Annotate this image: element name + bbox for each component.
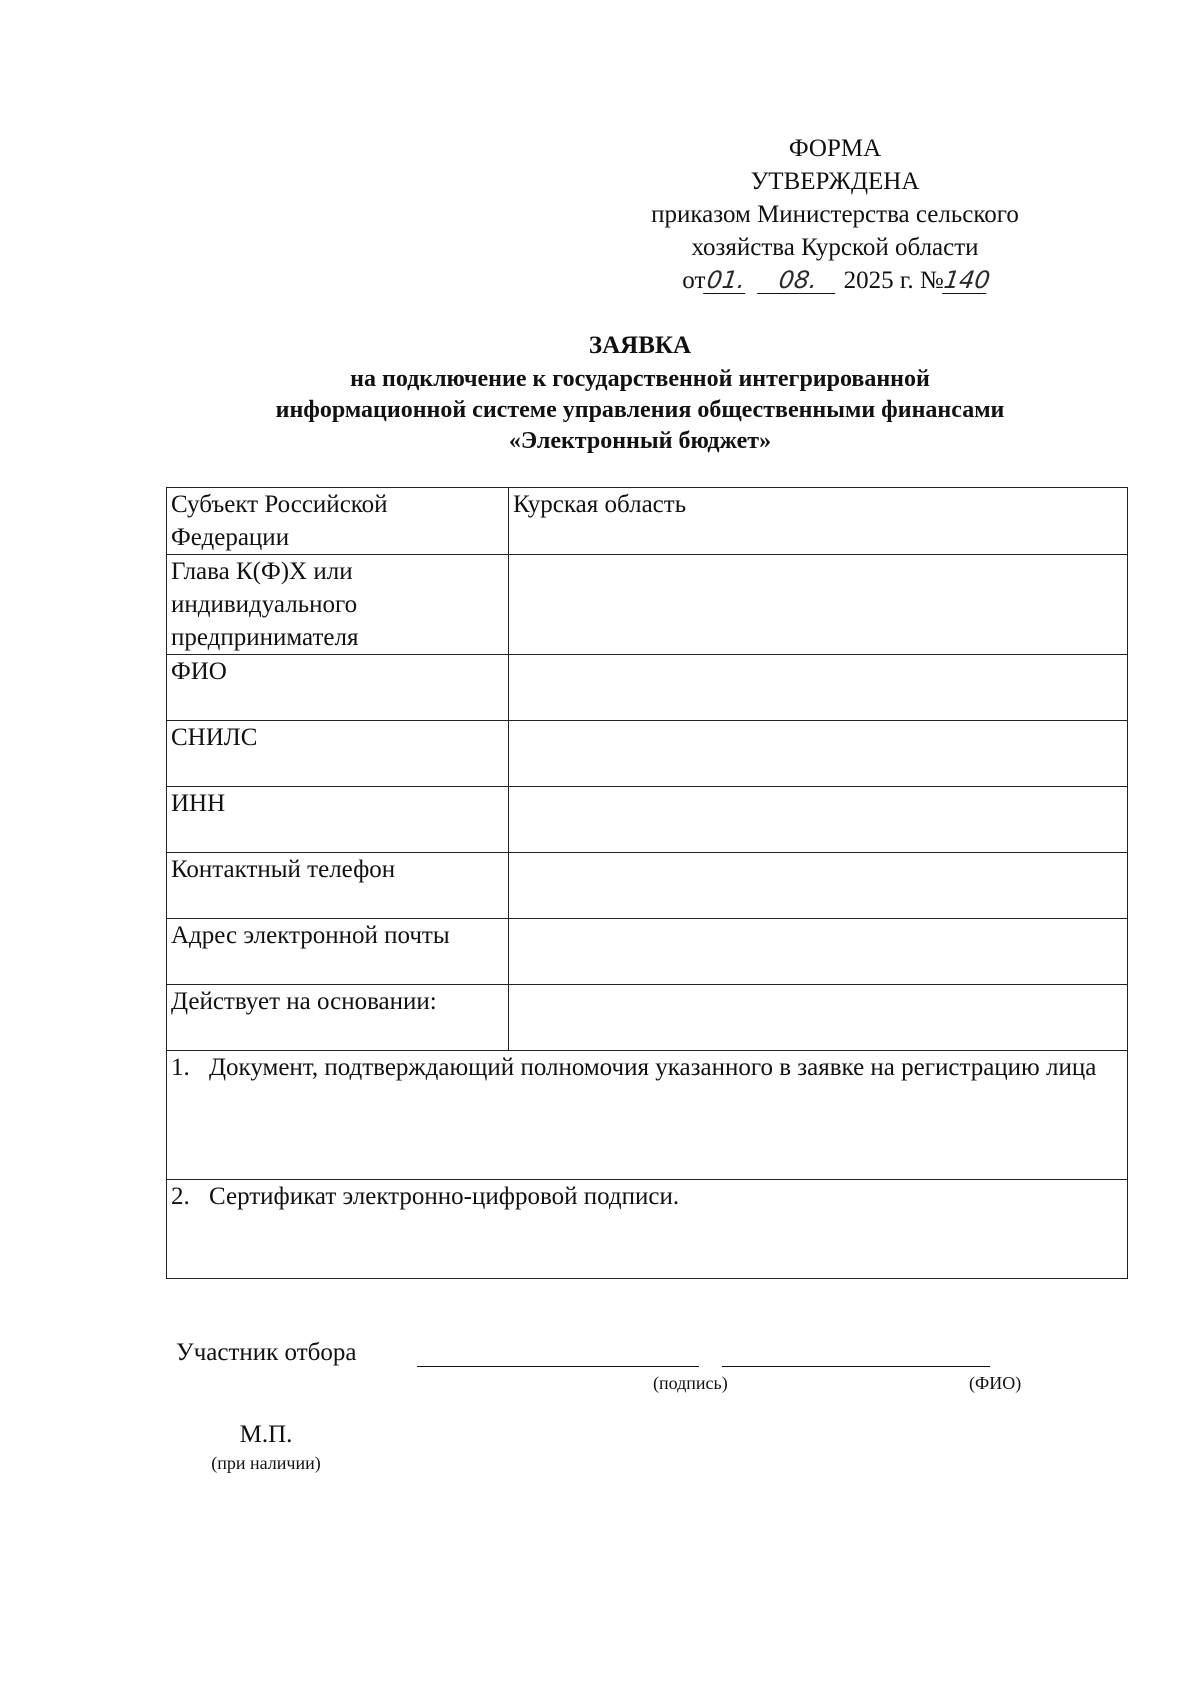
row-value-snils[interactable] <box>509 721 1128 787</box>
row-label-email: Адрес электронной почты <box>167 919 509 985</box>
row-value-inn[interactable] <box>509 787 1128 853</box>
approval-date-line <box>600 264 1070 297</box>
table-row <box>167 555 1128 655</box>
table-row <box>167 488 1128 555</box>
row-value-phone[interactable] <box>509 853 1128 919</box>
row-label-inn: ИНН <box>167 787 509 853</box>
row-label-fio: ФИО <box>167 655 509 721</box>
approval-day: 01. <box>705 266 748 294</box>
table-row <box>167 1180 1128 1279</box>
title-line-2: информационной системе управления общественными финансами <box>275 397 1005 423</box>
approval-approved-label: УТВЕРЖДЕНА <box>750 168 920 195</box>
row-label-snils: СНИЛС <box>167 721 509 787</box>
title-line-1: на подключение к государственной интегрированной <box>350 366 930 392</box>
document-title <box>160 330 1120 457</box>
row-label-head: Глава К(Ф)Х или индивидуального предпринимателя <box>167 555 509 655</box>
basis-item-1-number: 1. <box>171 1054 190 1081</box>
row-value-basis[interactable] <box>509 985 1128 1051</box>
title-line-3: «Электронный бюджет» <box>508 428 772 454</box>
approval-year-text: 2025 г. № <box>843 267 944 294</box>
title-main: ЗАЯВКА <box>588 332 692 359</box>
basis-item-1-text: Документ, подтверждающий полномочия указанного в заявке на регистрацию лица <box>209 1054 1097 1081</box>
table-row <box>167 787 1128 853</box>
approval-form-label: ФОРМА <box>788 135 882 162</box>
table-row <box>167 919 1128 985</box>
name-caption: (ФИО) <box>969 1373 1022 1393</box>
approval-order-line: приказом Министерства сельского <box>651 201 1019 228</box>
signature-caption: (подпись) <box>653 1373 728 1393</box>
table-row <box>167 655 1128 721</box>
row-value-subject[interactable]: Курская область <box>509 488 1128 555</box>
row-label-basis: Действует на основании: <box>167 985 509 1051</box>
application-table <box>166 487 1128 1279</box>
table-row <box>167 985 1128 1051</box>
basis-item-2-text: Сертификат электронно-цифровой подписи. <box>209 1183 680 1210</box>
table-row <box>167 1051 1128 1180</box>
approval-ministry-line: хозяйства Курской области <box>691 234 979 261</box>
approval-block <box>600 132 1070 297</box>
row-label-subject: Субъект Российской Федерации <box>167 488 509 555</box>
basis-item-1 <box>167 1051 1128 1180</box>
row-value-head[interactable] <box>509 555 1128 655</box>
row-value-email[interactable] <box>509 919 1128 985</box>
approval-date-prefix: от <box>682 267 706 294</box>
stamp-block <box>196 1419 336 1475</box>
signature-line[interactable] <box>417 1366 699 1367</box>
stamp-note: (при наличии) <box>211 1453 321 1473</box>
row-value-fio[interactable] <box>509 655 1128 721</box>
stamp-label: М.П. <box>239 1421 293 1448</box>
approval-month: 08. <box>758 267 840 294</box>
participant-label: Участник отбора <box>176 1339 357 1366</box>
row-label-phone: Контактный телефон <box>167 853 509 919</box>
name-line[interactable] <box>722 1366 990 1367</box>
approval-number: 140 <box>941 266 992 294</box>
table-row <box>167 721 1128 787</box>
table-row <box>167 853 1128 919</box>
basis-item-2 <box>167 1180 1128 1279</box>
basis-item-2-number: 2. <box>171 1183 190 1210</box>
